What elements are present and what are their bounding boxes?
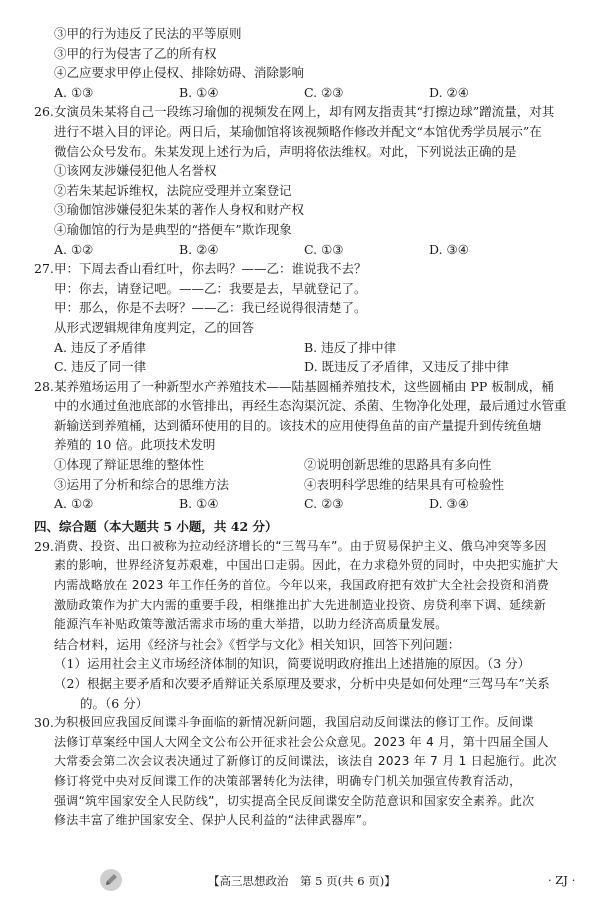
- q29-material-line-2: 素的影响，世界经济复苏艰难，中国出口走弱。因此，在力求稳外贸的同时，中央把实施扩大: [54, 558, 559, 573]
- q28-option-d[interactable]: D. ③④: [429, 496, 469, 512]
- q25-item-4: ④乙应要求甲停止侵权、排除妨碍、消除影响: [54, 65, 305, 81]
- q28-stem-line-2: 中的水通过鱼池底部的水管排出，再经生态沟渠沉淀、杀菌、生物净化处理，最后通过水管重: [54, 398, 567, 414]
- q29-sub-2-line-2: 的。（6 分）: [80, 695, 149, 711]
- q27-options-row-2: [34, 357, 594, 377]
- q28-item-1: ①体现了辩证思维的整体性: [54, 457, 205, 473]
- q29-material-line-3: 内需战略放在 2023 年工作任务的首位。今年以来，我国政府把有效扩大全社会投资和消费: [54, 578, 550, 593]
- q25-item-3: ③甲的行为违反了民法的平等原则: [54, 26, 242, 41]
- q28-stem-line-4: 养殖的 10 倍。此项技术发明: [54, 437, 216, 453]
- question-28: [34, 377, 594, 514]
- q28-stem-line-3: 新输送到养殖桶，达到循环使用的目的。该技术的应用使得鱼苗的亩产量提升到传统鱼塘: [54, 417, 542, 433]
- q25-options: [34, 83, 594, 103]
- q26-item-2: ②若朱某起诉维权，法院应受理并立案登记: [54, 182, 292, 198]
- q25-option-a[interactable]: A. ①③: [54, 84, 94, 100]
- q28-options: [34, 494, 594, 514]
- question-26: [34, 102, 594, 259]
- q29-material-line-5: 能源汽车补贴政策等激活需求市场的重大举措，以助力经济高质量发展。: [54, 617, 448, 632]
- q26-option-a[interactable]: A. ①②: [54, 241, 94, 257]
- q26-option-d[interactable]: D. ③④: [429, 241, 469, 257]
- q30-material-line-4: 修订将党中央对反间谍工作的决策部署转化为法律，明确专门机关加强宣传教育活动，: [54, 773, 522, 788]
- q27-option-c[interactable]: C. 违反了同一律: [54, 359, 147, 375]
- q25-tail: [34, 24, 594, 102]
- q29-prompt: 结合材料，运用《经济与社会》《哲学与文化》相关知识，回答下列问题：: [54, 636, 461, 652]
- q27-dialog-2: 甲：你去，请登记吧。——乙：我要是去，早就登记了。: [54, 280, 367, 296]
- q29-material-line-1: 消费、投资、出口被称为拉动经济增长的“三驾马车”。由于贸易保护主义、俄乌冲突等多因: [54, 538, 547, 553]
- question-27: [34, 259, 594, 377]
- q28-item-4: ④表明科学思维的结果具有可检验性: [304, 476, 505, 492]
- q26-option-c[interactable]: C. ①③: [304, 241, 344, 257]
- exam-page: [34, 24, 594, 831]
- q30-material-line-1: 为积极回应我国反间谍斗争面临的新情况新问题，我国启动反间谍法的修订工作。反间谍: [54, 715, 534, 730]
- q30-material-line-5: 强调“筑牢国家安全人民防线”，切实提高全民反间谍安全防范意识和国家安全素养。此次: [54, 793, 535, 808]
- q27-number: 27.: [34, 261, 54, 277]
- q30-material-line-6: 修法丰富了维护国家安全、保护人民利益的“法律武器库”。: [54, 813, 375, 828]
- q25-option-b[interactable]: B. ①④: [179, 84, 219, 100]
- q25-option-d[interactable]: D. ②④: [429, 84, 469, 100]
- q30-material-line-3: 大常委会第二次会议表决通过了新修订的反间谍法，该法自 2023 年 7 月 1 日起施行。此次: [54, 754, 557, 769]
- pencil-icon: [100, 869, 122, 891]
- q28-item-3: ③运用了分析和综合的思维方法: [54, 476, 230, 492]
- q26-options: [34, 240, 594, 260]
- q29-sub-2-line-1: （2）根据主要矛盾和次要矛盾辩证关系原理及要求，分析中央是如何处理“三驾马车”关系: [54, 676, 550, 691]
- q27-dialog-3: 甲：那么，你是不去呀？——乙：我已经说得很清楚了。: [54, 300, 367, 316]
- q27-option-a[interactable]: A. 违反了矛盾律: [54, 339, 146, 355]
- q27-dialog-1: 甲：下周去香山看红叶，你去吗？——乙：谁说我不去？: [54, 261, 367, 277]
- q28-option-c[interactable]: C. ②③: [304, 496, 344, 512]
- q25-option-c[interactable]: C. ②③: [304, 84, 344, 100]
- q28-items-row-2: [34, 475, 594, 495]
- q26-item-3: ③瑜伽馆涉嫌侵犯朱某的著作人身权和财产权: [54, 202, 305, 218]
- q25-item-3b: ③甲的行为侵害了乙的所有权: [54, 45, 217, 61]
- q27-option-b[interactable]: B. 违反了排中律: [304, 339, 397, 355]
- q26-option-b[interactable]: B. ②④: [179, 241, 219, 257]
- q29-material-line-4: 激励政策作为扩大内需的重要手段，相继推出扩大先进制造业投资、房贷利率下调、延续新: [54, 597, 547, 612]
- q26-stem-line-1: 女演员朱某将自己一段练习瑜伽的视频发在网上，却有网友指责其“打擦边球”蹭流量，对其: [54, 104, 555, 120]
- q26-item-4: ④瑜伽馆的行为是典型的“搭便车”欺诈现象: [54, 221, 292, 237]
- q27-option-d[interactable]: D. 既违反了矛盾律，又违反了排中律: [304, 359, 510, 375]
- q29-number: 29.: [34, 538, 54, 554]
- q29-sub-1: （1）运用社会主义市场经济体制的知识，简要说明政府推出上述措施的原因。（3 分）: [54, 656, 531, 672]
- q26-item-1: ①该网友涉嫌侵犯他人名誉权: [54, 163, 217, 179]
- q27-options-row-1: [34, 338, 594, 358]
- q26-number: 26.: [34, 104, 54, 120]
- q27-stem: 从形式逻辑规律角度判定，乙的回答: [54, 319, 255, 335]
- q28-option-a[interactable]: A. ①②: [54, 496, 94, 512]
- q28-option-b[interactable]: B. ①④: [179, 496, 219, 512]
- q30-material-line-2: 法修订草案经中国人大网全文公布公开征求社会公众意见。2023 年 4 月，第十四届全国人: [54, 734, 549, 749]
- question-30: [34, 713, 594, 831]
- section-heading: 四、综合题（本大题共 5 小题，共 42 分）: [34, 518, 278, 534]
- q30-number: 30.: [34, 715, 54, 731]
- page-footer: [0, 869, 614, 893]
- q26-stem-line-2: 进行不堪入目的评论。两日后，某瑜伽馆将该视频略作修改并配文“本馆优秀学员展示”在: [54, 123, 542, 139]
- q26-stem-line-3: 微信公众号发布。朱某发现上述行为后，声明将依法维权。对此，下列说法正确的是: [54, 143, 517, 159]
- q28-item-2: ②说明创新思维的思路具有多向性: [304, 457, 492, 473]
- question-29: [34, 537, 594, 713]
- q28-items-row-1: [34, 455, 594, 475]
- q28-stem-line-1: 某养殖场运用了一种新型水产养殖技术——陆基圆桶养殖技术，这些圆桶由 PP 板制成，桶: [54, 378, 554, 394]
- exam-code: · ZJ ·: [548, 873, 576, 887]
- page-number: 【高三思想政治 第 5 页(共 6 页)】: [208, 874, 396, 888]
- q28-number: 28.: [34, 378, 54, 394]
